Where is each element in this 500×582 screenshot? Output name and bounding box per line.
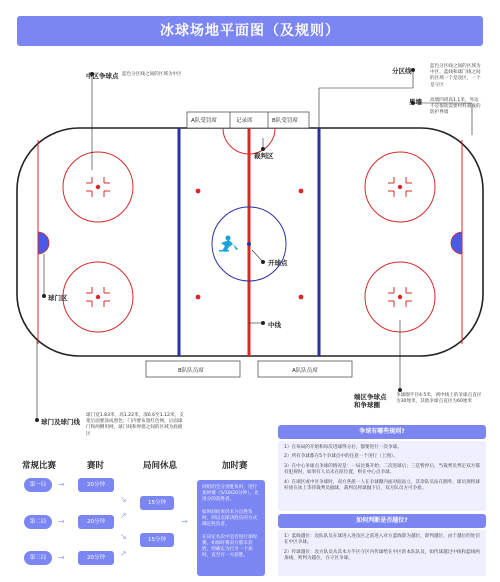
- boards-label: 界墙: [409, 98, 422, 106]
- arrow-icon: ↗: [120, 549, 127, 558]
- bench-a-label: A队队员席: [292, 368, 318, 374]
- scorer-box-label: 记录席: [236, 118, 253, 124]
- arrow-icon: →: [58, 480, 65, 489]
- period-3-time: 20分钟: [78, 551, 114, 565]
- goal-line-desc: 球门宽1.83米，高1.22米，深0.6至1.12米，支架后面要涂成黑色；门内要布置红色网，后面球门和两侧用网，球门线和界墙之间的区域为底板区: [86, 413, 184, 437]
- break-2: 15分钟: [140, 533, 174, 547]
- goal-line-label: 球门及球门线: [41, 418, 80, 426]
- referee-crease-label: 裁判区: [254, 152, 274, 160]
- center-line-label: 中线: [268, 321, 281, 329]
- neutral-dot-2: [196, 295, 201, 300]
- arrow-icon: →: [58, 553, 65, 562]
- period-2: 第二局: [24, 515, 52, 529]
- page-title: 冰球场地平面图（及规则）: [17, 16, 483, 46]
- neutral-dot-4: [299, 295, 304, 300]
- period-2-time: 20分钟: [78, 515, 114, 529]
- break-1: 15分钟: [140, 496, 174, 510]
- blue-line-desc: 蓝色分区线之间的区域为中区，蓝线和球门线之间的区域一个是攻区、一个是守区: [430, 64, 481, 88]
- arrow-icon: ↘: [120, 495, 127, 504]
- period-1: 第一局: [24, 478, 52, 492]
- schedule-header-break: 局间休息: [143, 461, 178, 471]
- neutral-dot-3: [299, 189, 304, 194]
- end-faceoff-label: 端区争球点和争球圈: [354, 393, 387, 409]
- offside-rules-header: 如何判断是否越位?: [278, 514, 486, 528]
- offside-rules-body: 1）蓝线越位：攻队队员在球进入进攻区之前进入对方蓝线即为越位，即判越位，由于越位的处罚在中区争球。 2）传球越位：攻方队员从其本方半区守区内传球给在中区的本队队员，如传球越过中线和蓝线两条线，则判为越位，在守区争球。: [278, 530, 486, 576]
- penalty-box-a-label: A队受罚席: [191, 118, 217, 124]
- arrow-icon: ↗: [120, 511, 127, 520]
- blue-line-label: 分区线: [392, 67, 412, 75]
- overtime-box: 同组的全分别胜负时，进行加时赛（5/10/20分钟），先进分的获胜者。 如时间结束仍未分出胜负时，则以点球决胜负的方式确定胜负者。 在决定名次中是否进行加时赛，如加时赛双方都未获胜，则确定为打另一个加时，直至有一方获胜。: [197, 480, 265, 576]
- arrow-icon: →: [58, 517, 65, 526]
- penalty-box-b-label: B队受罚席: [272, 118, 298, 124]
- arrow-icon: ↘: [120, 532, 127, 541]
- period-1-time: 20分钟: [78, 478, 114, 492]
- center-faceoff-label: 中区争球点: [86, 72, 119, 80]
- period-3: 第三局: [24, 551, 52, 565]
- end-faceoff-desc: 争球圈半径4.5米，两中线上的争球点直径为30厘米，其他争球点直径为60厘米: [396, 393, 482, 405]
- arrow-icon: →: [181, 517, 188, 526]
- center-point-label: 开球点: [268, 259, 288, 267]
- schedule-header-regular: 常规比赛: [22, 461, 57, 471]
- goal-crease-label: 球门区: [48, 294, 68, 302]
- bench-b-label: B队队员席: [178, 368, 204, 374]
- schedule-header-overtime: 加时赛: [222, 461, 248, 471]
- schedule-header-time: 赛时: [87, 461, 105, 471]
- faceoff-rules-body: 1）在每局的开始和每次进球得分后，都要进行一次争球。 2）所有争球都在5个争球点中的任意一个进行（上图）。 3）在中心争球点争球的情况是：一局比赛开始；二次进球后；三是暂停后，当裁判员判定双方都有犯规时，如果有人员未在原位置，则在中心点争球。 4）在端区或中区争球时，双方各派一人在争球圈内面对面站立，其余队员站在圈外，球员须将球杆放在冰上等待裁判员抛球，裁判员将球抛下后，双方队员方可争抢。: [278, 441, 486, 511]
- center-faceoff-desc: 蓝色分区线之间的区域为中区: [122, 72, 182, 77]
- boards-desc: 高墙四周高1.1米，外边不是很软需要材料制成的防护界墙: [430, 98, 481, 116]
- faceoff-rules-header: 争球有哪些规则?: [278, 425, 486, 439]
- neutral-dot-1: [196, 189, 201, 194]
